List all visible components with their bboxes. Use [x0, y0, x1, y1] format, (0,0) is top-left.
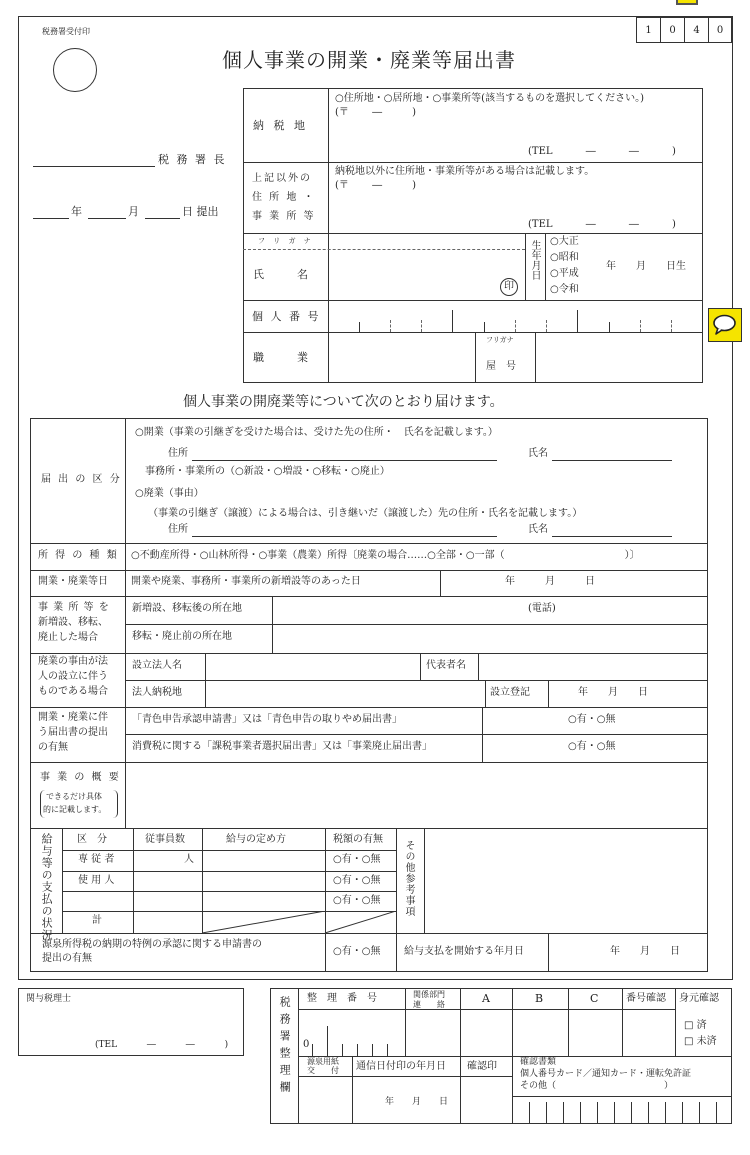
salary-start-date[interactable]: 年 月 日 [610, 946, 680, 957]
close-option[interactable]: ○廃業（事由） [135, 488, 204, 499]
shop-name-label: 屋 号 [486, 361, 516, 372]
open-date-label: 開業・廃業等日 [38, 576, 108, 587]
comment-icon[interactable] [708, 308, 742, 342]
tax-place-label: 納 税 地 [253, 119, 308, 132]
salary-row-kind: 専 従 者 [78, 854, 115, 865]
phone[interactable]: (TEL ― ― ) [528, 146, 676, 157]
total-slash [202, 911, 396, 933]
income-label: 所 得 の 種 類 [38, 550, 119, 561]
salary-row-kind: 計 [92, 915, 102, 926]
seal-mark: 印 [500, 278, 518, 296]
my-number-boxes[interactable] [328, 300, 703, 332]
salary-tax-option[interactable]: ○有・○無 [333, 854, 381, 865]
open-date-value[interactable]: 年 月 日 [505, 576, 595, 587]
id-done-checkbox[interactable]: □ 済 [684, 1020, 707, 1031]
lead-sentence: 個人事業の開廃業等について次のとおり届けます。 [183, 394, 504, 410]
income-options[interactable]: ○不動産所得・○山林所得・○事業（農業）所得〔廃業の場合……○全部・○一部（ ）〕 [131, 550, 640, 561]
furigana-label: フ リ ガ ナ [258, 237, 314, 245]
form-title: 個人事業の開業・廃業等届出書 [222, 48, 516, 72]
salary-row-kind: 使 用 人 [78, 875, 115, 886]
salary-tax-option[interactable]: ○有・○無 [333, 895, 381, 906]
blue-return-option[interactable]: ○有・○無 [568, 714, 616, 725]
special-option[interactable]: ○有・○無 [333, 946, 381, 957]
summary-label: 事 業 の 概 要 [40, 772, 121, 783]
notification-label: 届 出 の 区 分 [41, 474, 122, 485]
tax-place-options[interactable]: ○住所地・○居所地・○事業所等(該当するものを選択してください。) [335, 93, 644, 104]
open-option[interactable]: ○開業（事業の引継ぎを受けた場合は、受けた先の住所・ 氏名を記載します。） [135, 427, 498, 438]
other-postal[interactable]: (〒 ― ) [335, 180, 416, 191]
other-phone[interactable]: (TEL ― ― ) [528, 219, 676, 230]
office-suffix: 税 務 署 長 [158, 153, 227, 166]
occupation-label: 職 業 [253, 351, 308, 364]
consumption-tax-option[interactable]: ○有・○無 [568, 741, 616, 752]
other-notes-label: その他参考事項 [403, 840, 414, 917]
applicant-table [243, 88, 703, 383]
my-number-label: 個 人 番 号 [252, 310, 321, 323]
office-change-option[interactable]: 事務所・事業所の（○新設・○増設・○移転・○廃止） [145, 466, 390, 477]
salary-tax-option[interactable]: ○有・○無 [333, 875, 381, 886]
other-place-note: 納税地以外に住所地・事業所等がある場合は記載します。 [335, 166, 595, 177]
name-label: 氏 名 [253, 268, 308, 281]
birth-label: 生年月日 [529, 240, 540, 280]
id-not-done-checkbox[interactable]: □ 未済 [684, 1036, 717, 1047]
stamp-label: 税務署受付印 [42, 27, 90, 36]
form-number: 1 0 4 0 [636, 17, 732, 43]
ref-number-boxes[interactable] [312, 1026, 404, 1056]
office-use-label: 税務署整理欄 [278, 996, 292, 1098]
doc-check-boxes[interactable] [512, 1096, 732, 1124]
postal-code[interactable]: (〒 ― ) [335, 107, 416, 118]
birth-date[interactable]: 年 月 日生 [606, 261, 686, 272]
note-tab-icon[interactable] [676, 0, 698, 5]
salary-side-label: 給与等の支払の状況 [40, 833, 54, 941]
